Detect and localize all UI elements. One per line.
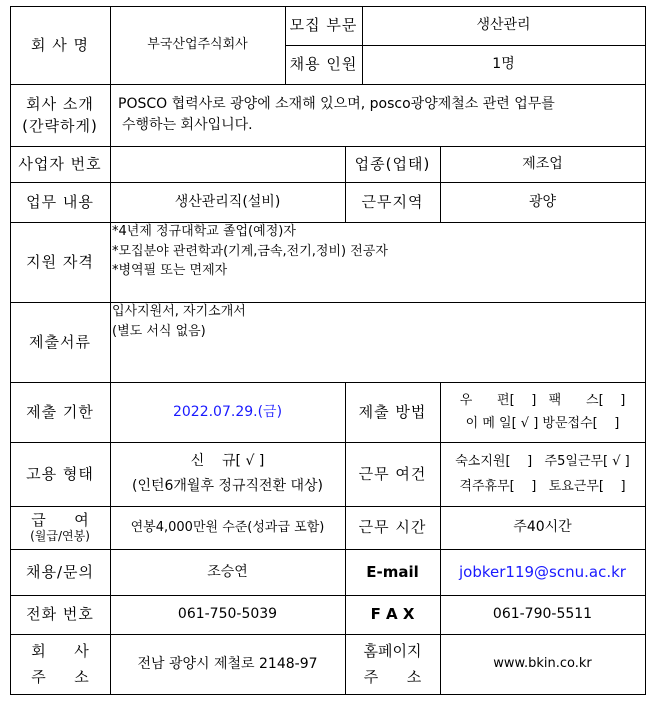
email-link[interactable]: jobker119@scnu.ac.kr — [459, 562, 626, 581]
table-rule — [10, 549, 646, 550]
table-rule — [10, 442, 646, 443]
documents-list — [110, 302, 645, 382]
company-intro-label-line1: 회사 소개 — [26, 94, 94, 113]
address-label — [10, 634, 110, 694]
table-rule — [10, 382, 646, 383]
table-border-left — [10, 6, 11, 695]
company-intro-label — [10, 84, 110, 146]
company-intro-line1: POSCO 협력사로 광양에 소재해 있으며, posco광양제철소 관련 업무를 — [118, 96, 555, 112]
biz-no-value — [110, 146, 345, 182]
work-conditions-label: 근무 여건 — [358, 464, 427, 483]
region-value: 광양 — [528, 193, 557, 210]
work-hours-label: 근무 시간 — [358, 518, 427, 537]
contact-person-label: 채용/문의 — [25, 562, 94, 581]
industry-value: 제조업 — [522, 155, 563, 172]
table-rule — [10, 595, 646, 596]
company-intro-label-line2: (간략하게) — [22, 117, 98, 135]
company-intro — [110, 84, 645, 146]
employment-type-line1: 신 규[ √ ] — [190, 453, 265, 469]
contact-person-value: 조승연 — [207, 563, 248, 580]
homepage-link[interactable]: www.bkin.co.kr — [493, 656, 592, 672]
table-rule — [10, 506, 646, 507]
submit-method-options — [440, 382, 645, 442]
deadline-label: 제출 기한 — [26, 402, 94, 421]
region-label: 근무지역 — [361, 192, 424, 211]
table-rule — [10, 222, 646, 223]
table-column-rule — [345, 146, 346, 222]
table-border-right — [645, 6, 646, 695]
fax-value: 061-790-5511 — [492, 606, 593, 622]
work-conditions-options — [440, 442, 645, 506]
email-label: E-mail — [366, 562, 419, 581]
address-label-line1: 회 사 — [31, 641, 89, 660]
employment-type-value — [110, 442, 345, 506]
table-column-rule — [285, 6, 286, 84]
documents-item: 입사지원서, 자기소개서 — [112, 304, 246, 319]
homepage-label-line2: 주 소 — [363, 668, 422, 686]
biz-no-label: 사업자 번호 — [18, 154, 102, 173]
phone-label: 전화 번호 — [26, 605, 94, 624]
employment-type-label: 고용 형태 — [26, 464, 94, 483]
salary-label-line1: 급 여 — [31, 511, 89, 530]
qualification-item: *모집분야 관련학과(기계,금속,전기,정비) 전공자 — [112, 243, 388, 259]
table-rule — [10, 84, 646, 85]
industry-label: 업종(업태) — [354, 154, 431, 173]
division-label: 모집 부문 — [289, 16, 358, 35]
submit-method-label: 제출 방법 — [358, 402, 427, 421]
qualification-list — [110, 222, 645, 302]
employment-type-line2: (인턴6개월후 정규직전환 대상) — [131, 478, 324, 494]
company-name-label: 회 사 명 — [30, 35, 89, 54]
homepage-label-line1: 홈페이지 — [363, 641, 422, 660]
duty-label: 업무 내용 — [26, 192, 94, 211]
documents-item: (별도 서식 없음) — [112, 323, 206, 339]
salary-value: 연봉4,000만원 수준(성과급 포함) — [130, 519, 325, 535]
company-name: 부국산업주식회사 — [147, 37, 248, 53]
table-rule — [10, 182, 646, 183]
table-column-rule — [440, 146, 441, 222]
table-column-rule — [362, 6, 363, 84]
submit-method-line2: 이 메 일[ √ ] 방문접수[ ] — [465, 416, 620, 431]
table-column-rule — [440, 382, 441, 694]
documents-label: 제출서류 — [29, 332, 91, 351]
headcount-value: 1명 — [492, 56, 515, 72]
headcount-label: 채용 인원 — [289, 55, 358, 74]
table-rule — [285, 45, 645, 46]
homepage-label — [345, 634, 440, 694]
duty-value: 생산관리직(설비) — [174, 193, 281, 210]
division-value: 생산관리 — [476, 17, 531, 33]
work-hours-value: 주40시간 — [513, 519, 572, 535]
table-border-bottom — [10, 694, 646, 695]
table-rule — [10, 146, 646, 147]
submit-method-line1: 우 편[ ] 팩 스[ ] — [459, 392, 626, 408]
table-column-rule — [345, 382, 346, 694]
qualification-label: 지원 자격 — [26, 252, 94, 271]
address-label-line2: 주 소 — [31, 668, 89, 686]
table-border-top — [10, 6, 646, 7]
phone-value: 061-750-5039 — [177, 606, 278, 622]
fax-label: F A X — [370, 605, 415, 624]
company-intro-line2: 수행하는 회사입니다. — [122, 117, 253, 133]
salary-label-line2: (월급/연봉) — [30, 529, 90, 544]
work-conditions-line1: 숙소지원[ ] 주5일근무[ √ ] — [455, 453, 630, 469]
salary-label — [10, 506, 110, 549]
address-value: 전남 광양시 제철로 2148-97 — [137, 655, 318, 672]
table-rule — [10, 634, 646, 635]
qualification-item: *병역필 또는 면제자 — [112, 263, 228, 278]
deadline-value: 2022.07.29.(금) — [172, 403, 283, 420]
work-conditions-line2: 격주휴무[ ] 토요근무[ ] — [459, 479, 626, 494]
table-column-rule — [110, 6, 111, 695]
table-rule — [10, 302, 646, 303]
qualification-item: *4년제 정규대학교 졸업(예정)자 — [112, 224, 296, 239]
